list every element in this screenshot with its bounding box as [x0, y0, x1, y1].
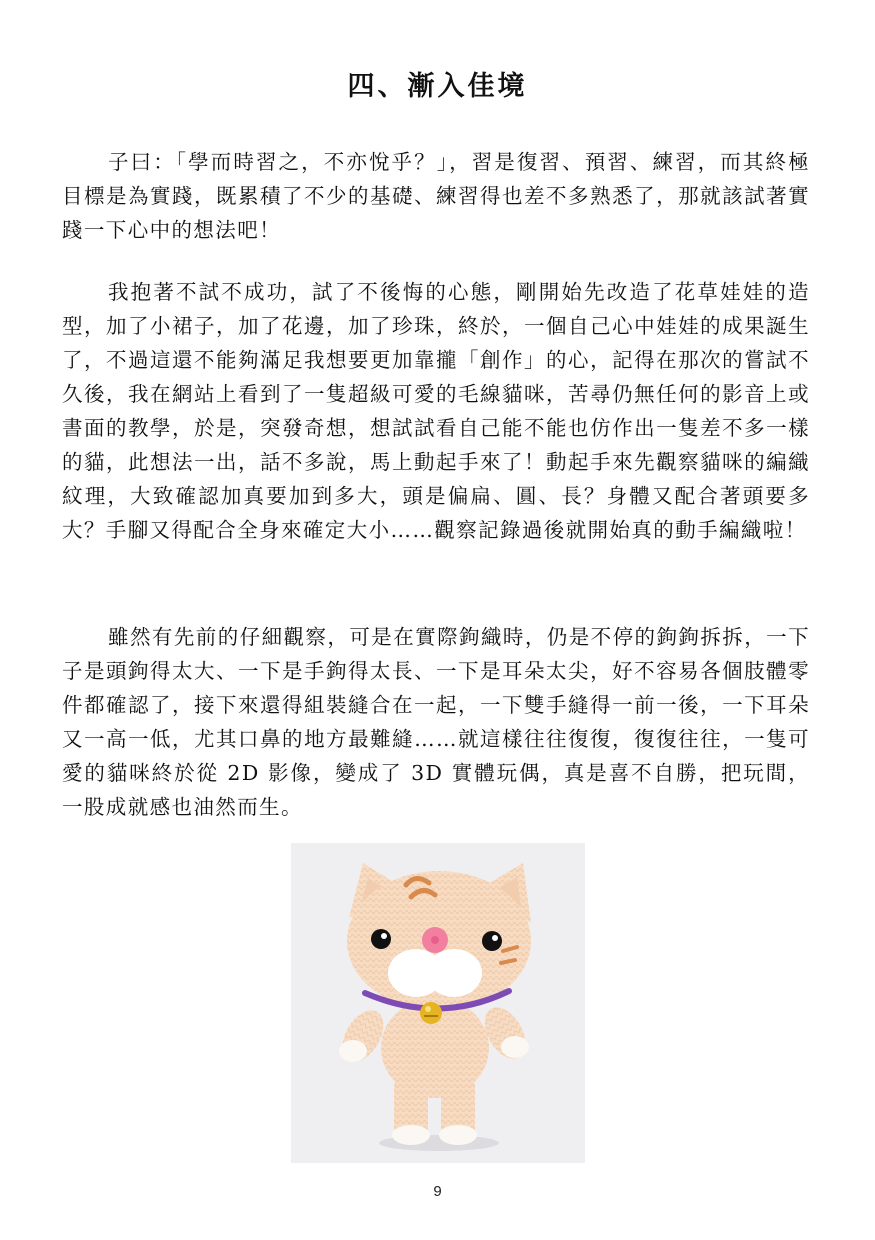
paragraph-1: 子曰：「學而時習之，不亦悅乎？」，習是復習、預習、練習，而其終極目標是為實踐，既累積了不少的基礎、練習得也差不多熟悉了，那就該試著實踐一下心中的想法吧！ — [62, 150, 810, 242]
crochet-cat-illustration — [291, 843, 585, 1163]
paragraph-2: 我抱著不試不成功，試了不後悔的心態，剛開始先改造了花草娃娃的造型，加了小裙子，加了花邊，加了珍珠，終於，一個自己心中娃娃的成果誕生了，不過這還不能夠滿足我想要更加靠攏「創作」的心，記得在那次的嘗試不久後，我在網站上看到了一隻超級可愛的毛線貓咪，苦尋仍無任何的影音上或書面的教學，於是，突發奇想，想試試看自己能不能也仿作出一隻差不多一樣的貓，此想法一出，話不多說，馬上動起手來了！動起手來先觀察貓咪的編織紋理，大致確認加真要加到多大，頭是偏扁、圓、長？身體又配合著頭要多大？手腳又得配合全身來確定大小……觀察記錄過後就開始真的動手編織啦！ — [62, 280, 810, 542]
paragraph-3: 雖然有先前的仔細觀察，可是在實際鉤織時，仍是不停的鉤鉤拆拆，一下子是頭鉤得太大、一下是手鉤得太長、一下是耳朵太尖，好不容易各個肢體零件都確認了，接下來還得組裝縫合在一起，一下雙手縫得一前一後，一下耳朵又一高一低，尤其口鼻的地方最難縫……就這樣往往復復，復復往往，一隻可愛的貓咪終於從 2D 影像，變成了 3D 實體玩偶，真是喜不自勝，把玩間，一股成就感也油然而生。 — [62, 625, 810, 819]
cat-doll-photo — [291, 843, 585, 1163]
page-number: 9 — [433, 1183, 442, 1200]
page-title: 四、漸入佳境 — [347, 71, 528, 102]
